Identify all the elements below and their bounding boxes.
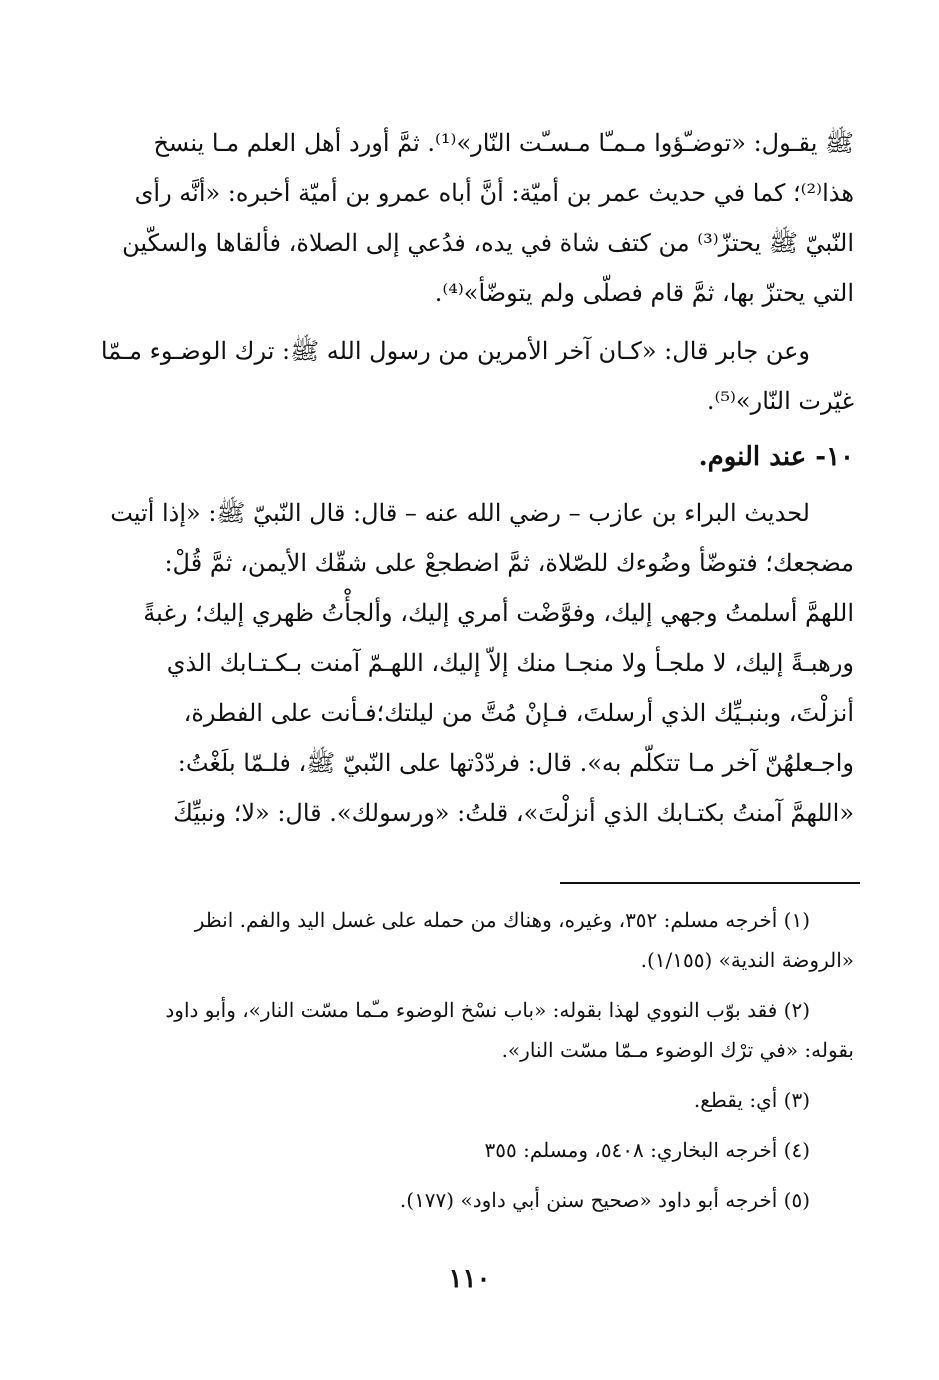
text-line: واجـعلهُنّ آخر مـا تتكلّم به». قال: فردّدْتها على النّبيّ ﷺ، فلـمّا بلَغْتُ: — [177, 749, 854, 777]
paragraph-3 — [84, 488, 854, 838]
text-line: النّبيّ ﷺ يحتزّ⁽³⁾ من كتف شاة في يده، فدُعي إلى الصلاة، فألقاها والسكّين — [122, 229, 854, 257]
text-line: وعن جابر قال: «كـان آخر الأمرين من رسول الله ﷺ: ترك الوضـوء مـمّا — [100, 337, 810, 365]
text-line: «اللهمَّ آمنتُ بكتـابك الذي أنزلْتَ»، قلتُ: «ورسولك». قال: «لا؛ ونبيِّكَ — [173, 799, 854, 827]
footnote-line: (٤) أخرجه البخاري: ٥٤٠٨، ومسلم: ٣٥٥ — [484, 1138, 810, 1162]
footnote-5 — [84, 1180, 854, 1220]
footnote-separator — [560, 882, 860, 884]
text-line: لحديث البراء بن عازب – رضي الله عنه – قال: قال النّبيّ ﷺ: «إذا أتيت — [110, 499, 810, 527]
page-number: ١١٠ — [448, 1264, 491, 1294]
footnote-4 — [84, 1130, 854, 1170]
footnote-1 — [84, 900, 854, 980]
footnote-line: «الروضة الندية» (١/١٥٥). — [640, 948, 854, 972]
footnote-line: بقوله: «في ترْك الوضوء مـمّا مسّت النار». — [501, 1038, 854, 1062]
text-line: هذا⁽²⁾؛ كما في حديث عمر بن أميّة: أنَّ أباه عمرو بن أميّة أخبره: «أنَّه رأى — [134, 179, 854, 207]
footnote-line: (١) أخرجه مسلم: ٣٥٢، وغيره، وهناك من حمله على غسل اليد والفم. انظر — [194, 908, 810, 932]
footnote-line: (٢) فقد بوّب النووي لهذا بقوله: «باب نسْخ الوضوء مـّما مسّت النار»، وأبو داود — [165, 998, 810, 1022]
text-line: ﷺ يقـول: «توضـّؤوا مـمـّا مـسـّت النّار»⁽¹⁾. ثمَّ أورد أهل العلم مـا ينسخ — [153, 129, 854, 157]
text-line: التي يحتزّ بها، ثمَّ قام فصلّى ولم يتوضّأ»⁽⁴⁾. — [434, 279, 854, 307]
footnotes — [84, 900, 854, 1230]
footnote-line: (٥) أخرجه أبو داود «صحيح سنن أبي داود» (١٧٧). — [399, 1188, 810, 1212]
text-line: غيّرت النّار»⁽⁵⁾. — [706, 387, 854, 415]
section-heading: ١٠- عند النوم. — [698, 442, 854, 472]
paragraph-1 — [84, 118, 854, 318]
footnote-2 — [84, 990, 854, 1070]
text-line: أنزلْتَ، وبنبـيِّك الذي أرسلتَ، فـإنْ مُتَّ من ليلتك؛فـأنت على الفطرة، — [183, 699, 854, 727]
text-line: ورهبـةً إليك، لا ملجـأ ولا منجـا منك إلاّ إليك، اللهـمّ آمنت بـكـتـابك الذي — [166, 649, 854, 677]
main-text — [84, 118, 854, 838]
paragraph-2 — [84, 326, 854, 426]
text-line: مضجعك؛ فتوضّأ وضُوءك للصّلاة، ثمَّ اضطجعْ على شقّك الأيمن، ثمَّ قُلْ: — [164, 549, 854, 577]
footnote-line: (٣) أي: يقطع. — [693, 1088, 810, 1112]
footnote-3 — [84, 1080, 854, 1120]
text-line: اللهمَّ أسلمتُ وجهي إليك، وفوَّضْت أمري إليك، وألجأْتُ ظهري إليك؛ رغبةً — [143, 599, 854, 627]
